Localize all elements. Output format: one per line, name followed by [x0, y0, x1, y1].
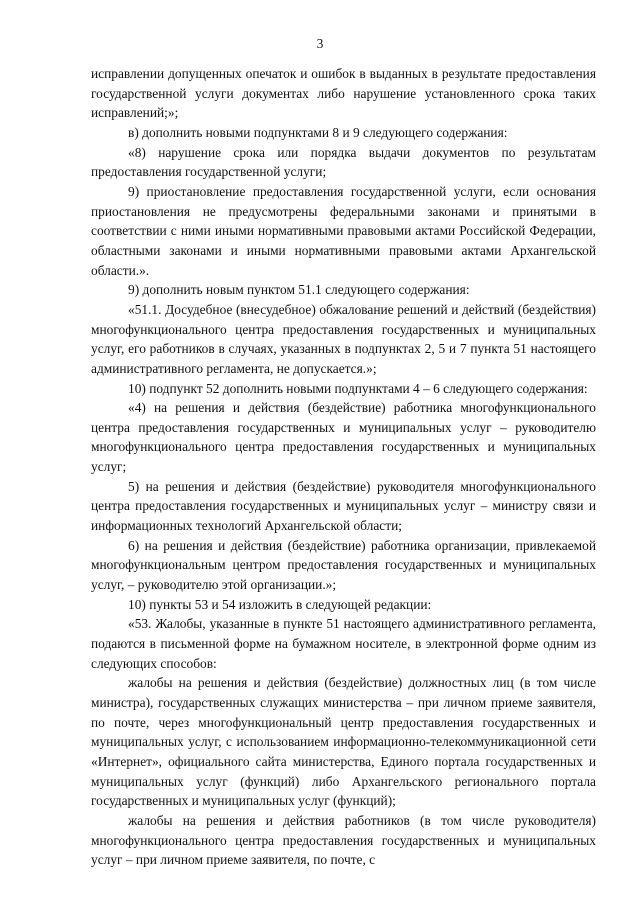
paragraph-complaints-officials: жалобы на решения и действия (бездействие) должностных лиц (в том числе министра), государственных служащих министерства – при личном приеме заявителя, по почте, через многофункциональный центр предоставления государственных и муниципальных услуг, с использованием информационно-телекоммуникационной сети «Интернет», официального сайта министерства, Единого портала государственных и муниципальных услуг (функций) либо Архангельского регионального портала государственных и муниципальных услуг (функций); — [91, 675, 596, 809]
paragraph-point-51-1: «51.1. Досудебное (внесудебное) обжалование решений и действий (бездействия) многофункционального центра предоставления государственных и муниципальных услуг, его работников в случаях, указанных в подпунктах 2, 5 и 7 пункта 51 настоящего административного регламента, не допускается.»; — [91, 301, 596, 376]
paragraph-continuation: исправлении допущенных опечаток и ошибок в выданных в результате предоставления государственной услуги документах либо нарушение установленного срока таких исправлений;»; — [91, 66, 596, 121]
paragraph-item-10-points-53-54: 10) пункты 53 и 54 изложить в следующей редакции: — [128, 596, 432, 612]
paragraph-subpoint-v: в) дополнить новыми подпунктами 8 и 9 следующего содержания: — [128, 124, 508, 140]
paragraph-subpoint-4: «4) на решения и действия (бездействие) работника многофункционального центра предоставления государственных и муниципальных услуг – руководителю многофункционального центра предоставления государственных и муниципальных услуг; — [91, 400, 596, 475]
paragraph-subpoint-9: 9) приостановление предоставления государственной услуги, если основания приостановления не предусмотрены федеральными законами и принятыми в соответствии с ними иными нормативными правовыми актами Российской Федерации, областными законами и иными нормативными правовыми актами Архангельской области.». — [91, 183, 596, 278]
paragraph-item-10-subpoint-52: 10) подпункт 52 дополнить новыми подпунктами 4 – 6 следующего содержания: — [128, 380, 588, 396]
paragraph-subpoint-8: «8) нарушение срока или порядка выдачи документов по результатам предоставления государственной услуги; — [91, 144, 596, 180]
paragraph-subpoint-6: 6) на решения и действия (бездействие) работника организации, привлекаемой многофункциональным центром предоставления государственных и муниципальных услуг, – руководителю этой организации.»; — [91, 537, 596, 593]
paragraph-point-53: «53. Жалобы, указанные в пункте 51 настоящего административного регламента, подаются в письменной форме на бумажном носителе, в электронной форме одним из следующих способов: — [91, 616, 596, 671]
page-number: 3 — [316, 36, 324, 51]
document-body — [91, 64, 596, 870]
paragraph-subpoint-5: 5) на решения и действия (бездействие) руководителя многофункционального центра предоставления государственных и муниципальных услуг – министру связи и информационных технологий Архангельской области; — [91, 478, 596, 534]
paragraph-item-9: 9) дополнить новым пунктом 51.1 следующего содержания: — [128, 282, 470, 298]
paragraph-complaints-mfc-workers: жалобы на решения и действия работников (в том числе руководителя) многофункционального центра предоставления государственных и муниципальных услуг – при личном приеме заявителя, по почте, с — [91, 812, 596, 868]
